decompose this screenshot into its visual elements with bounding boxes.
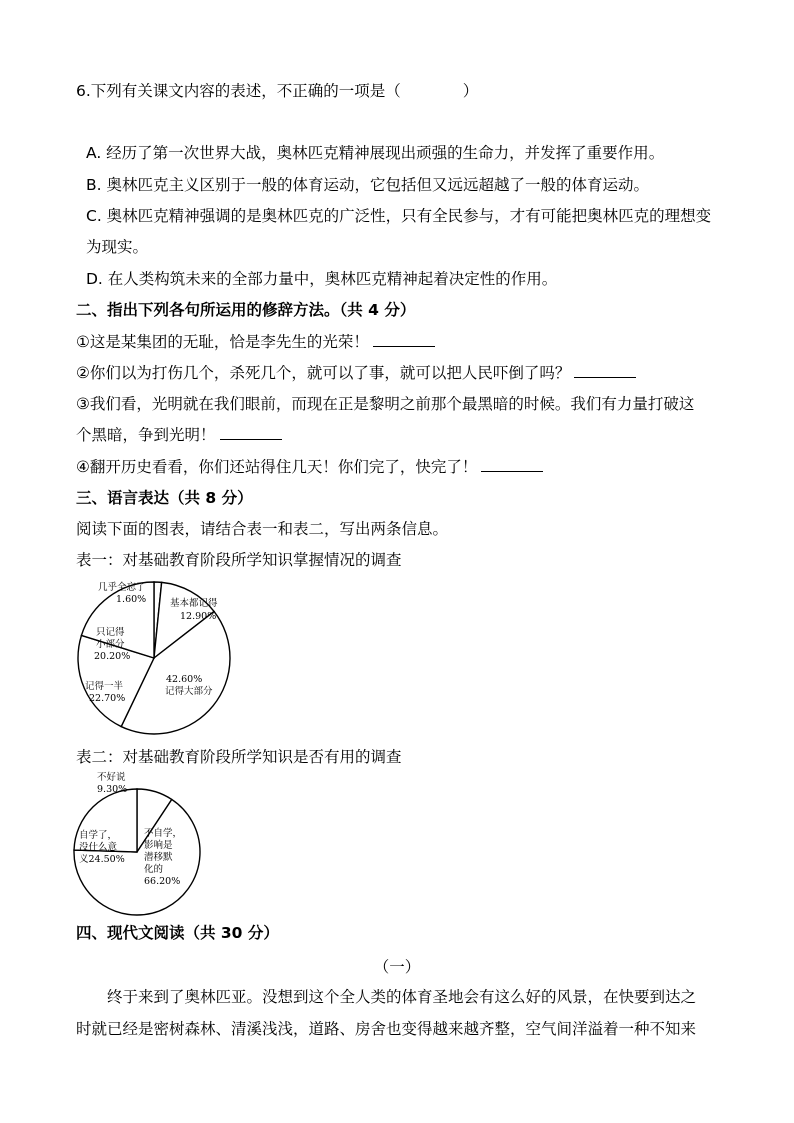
rhetoric-item-4 <box>76 456 543 478</box>
option-c: C. 奥林匹克精神强调的是奥林匹克的广泛性，只有全民参与，才有可能把奥林匹克的理想变 <box>86 207 712 225</box>
option-c-continued: 为现实。 <box>86 238 149 256</box>
pie1-label-small-part-b: 小部分 <box>96 639 125 650</box>
table-2-title: 表二：对基础教育阶段所学知识是否有用的调查 <box>76 748 402 766</box>
pie2-label-hard-to-say: 不好说 <box>97 772 126 783</box>
pie2-label-meaningless-b: 没什么意 <box>79 842 118 853</box>
pie2-label-subtle-a: 不自学， <box>144 828 183 839</box>
pie1-label-most: 记得大部分 <box>165 686 213 697</box>
answer-blank[interactable] <box>481 457 543 472</box>
pie2-label-subtle-c: 潜移默 <box>144 852 173 863</box>
pie1-value-basically-remember: 12.90% <box>180 611 217 622</box>
pie1-label-half: 记得一半 <box>85 681 124 692</box>
rhetoric-item-1-text: ①这是某集团的无耻，恰是李先生的光荣！ <box>76 333 369 351</box>
table-1-title: 表一：对基础教育阶段所学知识掌握情况的调查 <box>76 551 402 569</box>
passage-line-1: 终于来到了奥林匹亚。没想到这个全人类的体育圣地会有这么好的风景，在快要到达之 <box>107 988 697 1006</box>
option-d: D. 在人类构筑未来的全部力量中，奥林匹克精神起着决定性的作用。 <box>86 270 558 288</box>
section-3-instruction: 阅读下面的图表，请结合表一和表二，写出两条信息。 <box>76 520 449 538</box>
pie1-label-basically-remember: 基本都记得 <box>170 598 218 609</box>
option-b: B. 奥林匹克主义区别于一般的体育运动，它包括但又远远超越了一般的体育运动。 <box>86 176 649 194</box>
pie2-value-subtle: 66.20% <box>144 876 181 887</box>
passage-line-2: 时就已经是密树森林、清溪浅浅，道路、房舍也变得越来越齐整，空气间洋溢着一种不知来 <box>76 1020 697 1038</box>
answer-blank[interactable] <box>220 425 282 440</box>
pie2-label-subtle-b: 影响是 <box>144 840 173 851</box>
answer-blank[interactable] <box>373 332 435 347</box>
rhetoric-item-3-continued <box>76 424 282 446</box>
pie1-label-small-part-a: 只记得 <box>96 627 125 638</box>
pie2-value-hard-to-say: 9.30% <box>97 784 128 795</box>
pie-chart-2 <box>70 770 210 918</box>
pie2-value-meaningless: 义24.50% <box>79 854 125 865</box>
passage-subheading: （一） <box>373 958 421 976</box>
rhetoric-item-2-text: ②你们以为打伤几个，杀死几个，就可以了事，就可以把人民吓倒了吗？ <box>76 364 571 382</box>
pie2-label-subtle-d: 化的 <box>144 864 164 875</box>
pie1-label-nearly-forgot: 几乎全忘了 <box>98 582 146 593</box>
pie1-value-small-part: 20.20% <box>94 651 131 662</box>
pie-chart-1 <box>70 578 240 738</box>
rhetoric-item-3: ③我们看，光明就在我们眼前，而现在正是黎明之前那个最黑暗的时候。我们有力量打破这 <box>76 395 695 413</box>
answer-blank[interactable] <box>574 363 636 378</box>
pie1-value-half: 22.70% <box>89 693 126 704</box>
section-3-heading: 三、语言表达（共 8 分） <box>76 489 253 507</box>
option-a: A. 经历了第一次世界大战，奥林匹克精神展现出顽强的生命力，并发挥了重要作用。 <box>86 144 665 162</box>
rhetoric-item-1 <box>76 331 435 353</box>
rhetoric-item-2 <box>76 362 636 384</box>
question-6-stem: 6.下列有关课文内容的表述，不正确的一项是（ ） <box>76 82 479 100</box>
pie2-label-meaningless-a: 自学了， <box>79 830 118 841</box>
rhetoric-item-3-text: 个黑暗，争到光明！ <box>76 426 216 444</box>
section-4-heading: 四、现代文阅读（共 30 分） <box>76 924 279 942</box>
rhetoric-item-4-text: ④翻开历史看看，你们还站得住几天！你们完了，快完了！ <box>76 458 478 476</box>
pie1-value-nearly-forgot: 1.60% <box>116 594 147 605</box>
section-2-heading: 二、指出下列各句所运用的修辞方法。（共 4 分） <box>76 301 416 319</box>
pie1-value-most: 42.60% <box>166 674 203 685</box>
